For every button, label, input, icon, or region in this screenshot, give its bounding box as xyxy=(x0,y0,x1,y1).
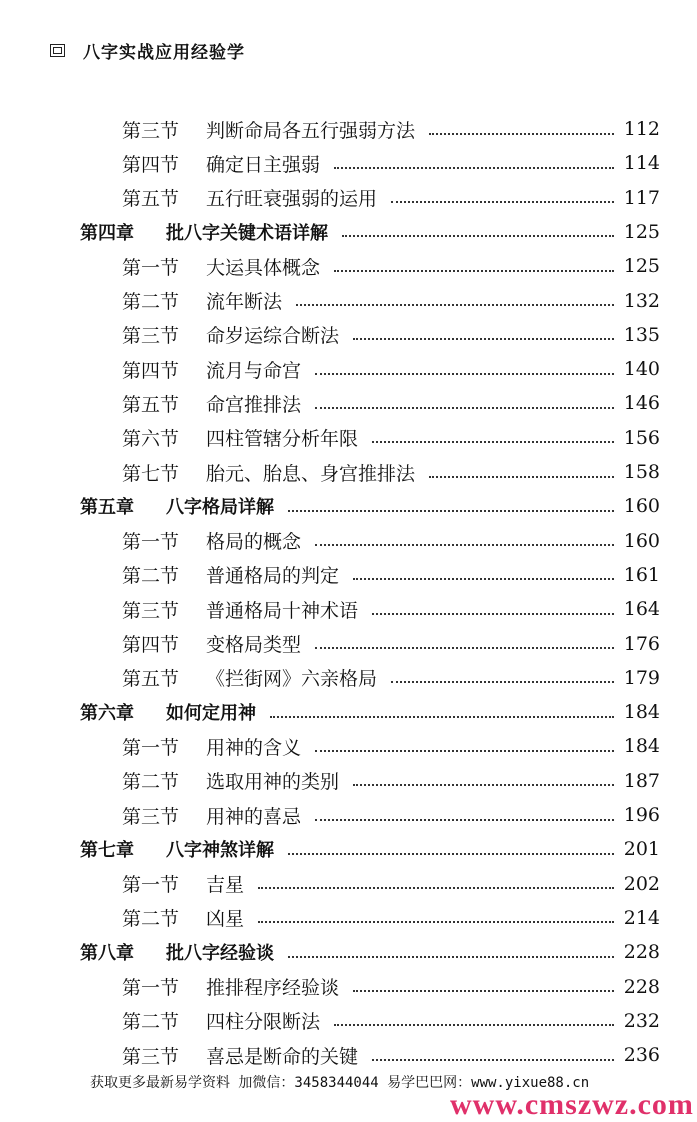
entry-title: 选取用神的类别 xyxy=(206,771,340,794)
entry-number: 第三节 xyxy=(122,1045,180,1068)
dot-leader xyxy=(353,337,614,340)
toc-chapter-row xyxy=(80,935,660,969)
toc-section-row xyxy=(122,661,660,695)
page-number: 135 xyxy=(623,323,660,346)
dot-leader xyxy=(258,920,614,923)
toc-section-row xyxy=(122,455,660,489)
entry-title: 《拦街网》六亲格局 xyxy=(206,668,378,691)
entry-number: 第三节 xyxy=(122,599,180,622)
toc-section-row xyxy=(122,970,660,1004)
dot-leader xyxy=(315,543,614,546)
page-number: 112 xyxy=(623,118,660,140)
entry-title: 批八字关键术语详解 xyxy=(166,222,328,244)
entry-number: 第三节 xyxy=(122,325,180,348)
entry-title: 普通格局的判定 xyxy=(206,565,340,588)
entry-title: 八字神煞详解 xyxy=(166,840,274,862)
page-number: 196 xyxy=(623,804,660,826)
dot-leader xyxy=(353,989,614,992)
entry-title: 如何定用神 xyxy=(166,703,256,725)
dot-leader xyxy=(315,406,614,409)
toc-section-row xyxy=(122,1004,660,1038)
entry-title: 喜忌是断命的关键 xyxy=(206,1045,359,1068)
entry-title: 流月与命宫 xyxy=(206,359,302,382)
entry-number: 第五节 xyxy=(122,393,180,416)
entry-title: 胎元、胎息、身宫推排法 xyxy=(206,462,416,485)
entry-title: 变格局类型 xyxy=(206,634,302,656)
entry-title: 格局的概念 xyxy=(206,531,302,554)
entry-title: 确定日主强弱 xyxy=(206,153,321,176)
dot-leader xyxy=(288,852,614,855)
dot-leader xyxy=(334,1023,614,1026)
header-title: 八字实战应用经验学 xyxy=(83,43,245,63)
entry-title: 推排程序经验谈 xyxy=(206,977,340,999)
dot-leader xyxy=(353,577,614,580)
entry-number: 第四节 xyxy=(122,153,180,176)
dot-leader xyxy=(334,269,614,272)
toc-section-row xyxy=(122,352,660,386)
entry-number: 第二节 xyxy=(122,565,180,588)
page-number: 184 xyxy=(623,735,660,758)
entry-number: 第五节 xyxy=(122,188,180,211)
running-header xyxy=(50,38,245,63)
dot-leader xyxy=(391,680,614,683)
dot-leader xyxy=(429,475,614,478)
page-number: 125 xyxy=(623,220,660,243)
dot-leader xyxy=(353,783,614,786)
page-number: 146 xyxy=(623,392,660,415)
entry-number: 第六节 xyxy=(122,428,180,451)
dot-leader xyxy=(334,166,614,169)
toc-section-row xyxy=(122,901,660,935)
toc-section-row xyxy=(122,729,660,763)
dot-leader xyxy=(288,955,614,958)
toc-section-row xyxy=(122,627,660,661)
entry-title: 八字格局详解 xyxy=(166,497,274,519)
entry-number: 第一节 xyxy=(122,874,180,897)
entry-title: 大运具体概念 xyxy=(206,256,321,279)
dot-leader xyxy=(296,303,614,306)
entry-title: 命宫推排法 xyxy=(206,393,302,416)
page-number: 158 xyxy=(623,461,660,483)
watermark: www.cmszwz.com xyxy=(450,1088,694,1121)
entry-number: 第七节 xyxy=(122,462,180,485)
page-number: 176 xyxy=(623,632,660,655)
entry-title: 流年断法 xyxy=(206,291,283,313)
dot-leader xyxy=(372,1058,614,1061)
entry-title: 四柱管辖分析年限 xyxy=(206,428,359,451)
toc-section-row xyxy=(122,386,660,420)
entry-number: 第五节 xyxy=(122,668,180,691)
entry-title: 命岁运综合断法 xyxy=(206,325,340,348)
book-icon xyxy=(50,44,65,57)
dot-leader xyxy=(372,440,614,443)
entry-number: 第三节 xyxy=(122,805,180,828)
toc-section-row xyxy=(122,318,660,352)
page-number: 228 xyxy=(623,975,660,998)
entry-number: 第一节 xyxy=(122,256,180,279)
entry-title: 批八字经验谈 xyxy=(166,943,274,965)
entry-number: 第二节 xyxy=(122,291,180,313)
toc-section-row xyxy=(122,284,660,318)
dot-leader xyxy=(288,509,614,512)
entry-title: 用神的喜忌 xyxy=(206,805,302,828)
dot-leader xyxy=(429,132,614,135)
entry-number: 第二节 xyxy=(122,771,180,794)
toc-section-row xyxy=(122,867,660,901)
page-number: 140 xyxy=(623,358,660,381)
entry-number: 第三节 xyxy=(122,119,180,142)
toc-chapter-row xyxy=(80,489,660,523)
entry-number: 第六章 xyxy=(80,703,134,725)
dot-leader xyxy=(258,886,614,889)
entry-number: 第四节 xyxy=(122,634,180,656)
dot-leader xyxy=(315,646,614,649)
entry-title: 四柱分限断法 xyxy=(206,1011,321,1034)
entry-number: 第一节 xyxy=(122,736,180,759)
entry-number: 第四章 xyxy=(80,222,134,244)
entry-number: 第七章 xyxy=(80,840,134,862)
page-number: 187 xyxy=(623,769,660,792)
entry-title: 凶星 xyxy=(206,908,245,931)
entry-number: 第二节 xyxy=(122,1011,180,1034)
entry-number: 第五章 xyxy=(80,497,134,519)
toc-section-row xyxy=(122,764,660,798)
dot-leader xyxy=(372,612,614,615)
page-number: 179 xyxy=(623,666,660,689)
page-number: 160 xyxy=(623,495,660,518)
page-number: 201 xyxy=(623,838,660,861)
page-number: 161 xyxy=(623,563,660,586)
dot-leader xyxy=(315,372,614,375)
page-number: 232 xyxy=(623,1009,660,1032)
toc-chapter-row xyxy=(80,695,660,729)
toc-section-row xyxy=(122,421,660,455)
dot-leader xyxy=(391,200,614,203)
dot-leader xyxy=(342,234,614,237)
page-number: 236 xyxy=(623,1044,660,1067)
page-number: 164 xyxy=(623,598,660,621)
page-number: 202 xyxy=(623,872,660,895)
dot-leader xyxy=(315,818,614,821)
page-number: 117 xyxy=(623,186,660,209)
entry-title: 吉星 xyxy=(206,874,245,897)
entry-title: 用神的含义 xyxy=(206,736,302,759)
dot-leader xyxy=(270,715,614,718)
toc-section-row xyxy=(122,1038,660,1072)
footer-text: 获取更多最新易学资料 加微信：3458344044 易学巴巴网：www.yixue88.cn xyxy=(90,1075,590,1091)
entry-title: 判断命局各五行强弱方法 xyxy=(206,119,416,142)
page-number: 184 xyxy=(623,701,660,724)
page-number: 114 xyxy=(623,152,660,175)
toc-section-row xyxy=(122,798,660,832)
entry-number: 第八章 xyxy=(80,943,134,965)
entry-number: 第一节 xyxy=(122,531,180,554)
entry-title: 普通格局十神术语 xyxy=(206,599,359,622)
entry-number: 第四节 xyxy=(122,359,180,382)
page-number: 156 xyxy=(623,426,660,449)
page-number: 160 xyxy=(623,529,660,552)
toc-section-row xyxy=(122,524,660,558)
toc-section-row xyxy=(122,249,660,283)
page-number: 214 xyxy=(623,906,660,929)
toc-section-row xyxy=(122,558,660,592)
toc-section-row xyxy=(122,592,660,626)
toc-section-row xyxy=(122,112,660,146)
entry-number: 第一节 xyxy=(122,977,180,999)
toc-section-row xyxy=(122,181,660,215)
toc-chapter-row xyxy=(80,832,660,866)
entry-number: 第二节 xyxy=(122,908,180,931)
page-number: 228 xyxy=(623,941,660,964)
toc-chapter-row xyxy=(80,215,660,249)
toc-section-row xyxy=(122,146,660,180)
entry-title: 五行旺衰强弱的运用 xyxy=(206,188,378,211)
page-number: 132 xyxy=(623,289,660,312)
page-number: 125 xyxy=(623,255,660,278)
dot-leader xyxy=(315,749,614,752)
